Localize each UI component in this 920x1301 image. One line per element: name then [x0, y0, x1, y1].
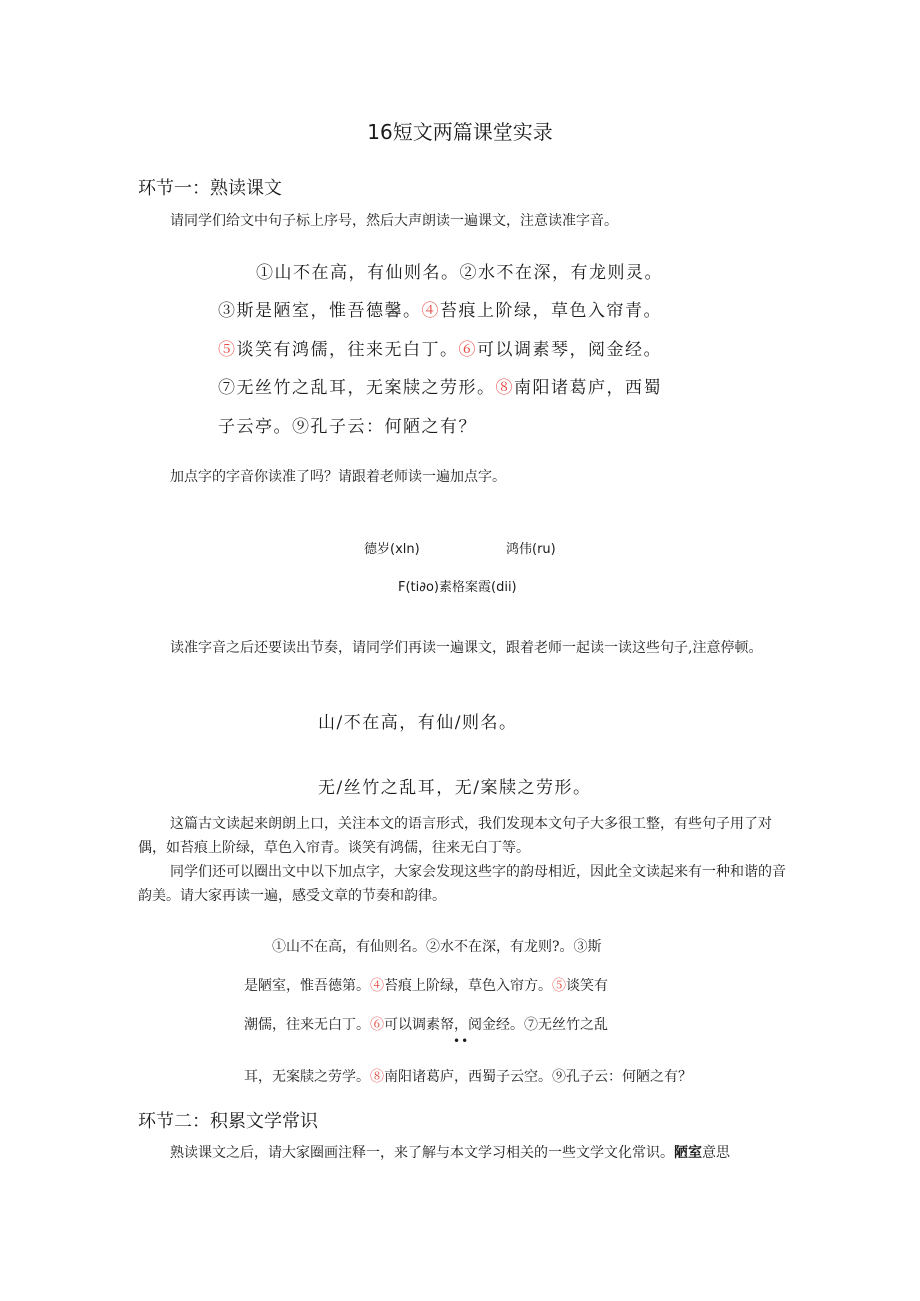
sentence-number-marker: ⑤ [218, 340, 237, 360]
rhythm-line: 山/不在高，有仙/则名。 [318, 713, 518, 733]
text-segment: 耳，无案牍之劳学。 [244, 1069, 370, 1085]
text-segment: 苔痕上阶绿，草色入帘青。 [440, 301, 662, 321]
section2-heading: 环节二：积累文学常识 [138, 1111, 318, 1132]
text-segment: 潮儒，往来无白丁。 [244, 1017, 370, 1033]
pronunciation-item: 德岁(xln) [364, 542, 420, 557]
section2-intro: 熟读课文之后，请大家圈画注释一，来了解与本文学习相关的一些文学文化常识。陋室意思 [170, 1145, 730, 1161]
text-segment: 苔痕上阶绿，草色入帘方。 [384, 978, 552, 994]
analysis-paragraph: 同学们还可以圈出文中以下加点字，大家会发现这些字的韵母相近，因此全文读起来有一种和谐的音韵美。请大家再读一遍，感受文章的节奏和韵律。 [138, 864, 786, 904]
text-line [218, 296, 662, 321]
text-segment: 可以调素琴，阅金经。 [477, 340, 662, 360]
text-segment: ⑦无丝竹之乱耳，无案牍之劳形。 [218, 378, 496, 398]
rhythm-line: 无/丝竹之乱耳，无/案牍之劳形。 [318, 778, 592, 798]
text-line [256, 258, 663, 283]
text-line [218, 412, 477, 437]
sentence-number-marker: ⑥ [458, 340, 477, 360]
analysis-paragraph: 这篇古文读起来朗朗上口，关注本文的语言形式，我们发现本文句子大多很工整，有些句子用了对偶，如苔痕上阶绿，草色入帘青。谈笑有鸿儒，往来无白丁等。 [138, 816, 772, 856]
text-line [244, 1014, 608, 1034]
pronunciation-item: 鸿伟(ru) [506, 542, 556, 557]
text-segment: ①山不在高，有仙则名。②水不在深，有龙则?。③斯 [272, 939, 602, 955]
section1-intro: 请同学们给文中句子标上序号，然后大声朗读一遍课文，注意读准字音。 [170, 213, 618, 229]
text-line [218, 335, 662, 360]
text-segment: 南阳诸葛庐，西蜀 [514, 378, 662, 398]
pronunciation-item: F(ti∂o)素格案霞(dii) [398, 580, 517, 595]
emphasis-dots: •• [453, 1034, 470, 1048]
text-segment: 谈笑有鸿儒，往来无白丁。 [236, 340, 459, 360]
text-segment: ③斯是陋室，惟吾德馨。 [218, 301, 422, 321]
text-line [244, 1066, 692, 1086]
question-text: 加点字的字音你读准了吗？请跟着老师读一遍加点字。 [170, 469, 506, 485]
sentence-number-marker: ⑤ [552, 978, 566, 994]
sentence-number-marker: ④ [370, 978, 384, 994]
text-segment: ①山不在高，有仙则名。②水不在深，有龙则灵。 [256, 263, 663, 283]
sentence-number-marker: ⑥ [370, 1017, 384, 1033]
text-segment: 南阳诸葛庐，西蜀子云空。⑨孔子云：何陋之有？ [384, 1069, 692, 1085]
rhythm-intro: 读准字音之后还要读出节奏，请同学们再读一遍课文，跟着老师一起读一读这些句子,注意停顿。 [170, 640, 763, 656]
text-segment: 是陋室，惟吾德第。 [244, 978, 370, 994]
text-segment: 子云亭。⑨孔子云：何陋之有？ [218, 417, 477, 437]
text-line [244, 975, 608, 995]
sentence-number-marker: ④ [421, 301, 440, 321]
sentence-number-marker: ⑧ [370, 1069, 384, 1085]
text-segment: 谈笑有 [566, 978, 608, 994]
section1-heading: 环节一：熟读课文 [138, 178, 282, 199]
bold-term: 陋室 [674, 1145, 702, 1161]
text-segment: 可以调素帑，阅金经。⑦无丝竹之乱 [384, 1017, 608, 1033]
page-title: 16短文两篇课堂实录 [367, 120, 553, 144]
text-line [218, 373, 662, 398]
text-line [272, 936, 602, 956]
sentence-number-marker: ⑧ [495, 378, 514, 398]
